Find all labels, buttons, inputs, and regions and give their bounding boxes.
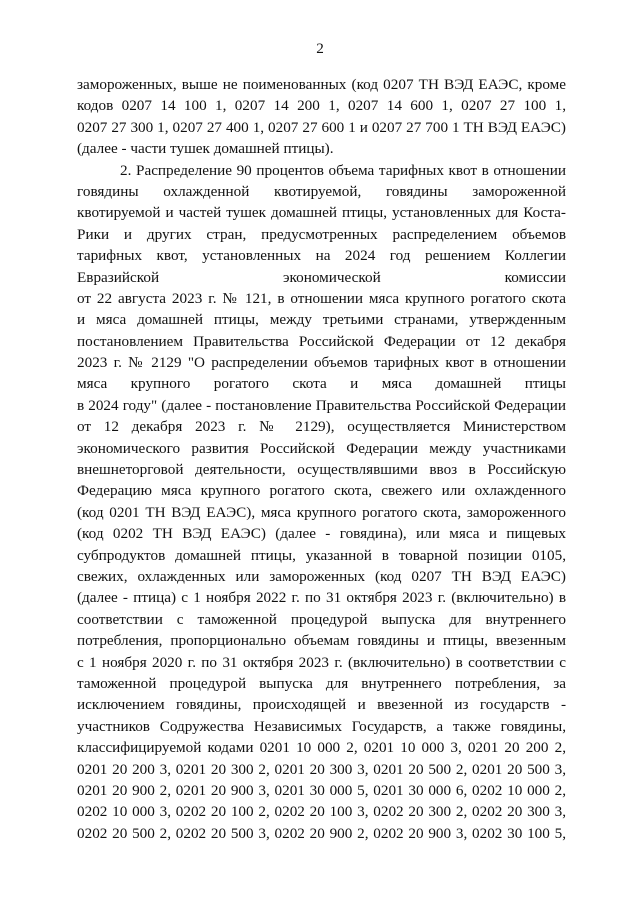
text-line: 0207 27 300 1, 0207 27 400 1, 0207 27 600 1 и 0207 27 700 1 ТН ВЭД ЕАЭС) (77, 118, 566, 136)
text-line: Рики и других стран, предусмотренных распределением объемов (77, 225, 566, 243)
text-line: (далее - птица) с 1 ноября 2022 г. по 31 октября 2023 г. (включительно) в (77, 589, 566, 607)
page-number: 2 (316, 40, 324, 57)
text-line: участников Содружества Независимых Государств, а также говядины, (77, 717, 566, 735)
text-line: 0202 10 000 3, 0202 20 100 2, 0202 20 100 3, 0202 20 300 2, 0202 20 300 3, (77, 803, 566, 821)
text-line: кодов 0207 14 100 1, 0207 14 200 1, 0207 14 600 1, 0207 27 100 1, (77, 97, 566, 115)
text-line: от 22 августа 2023 г. № 121, в отношении мяса крупного рогатого скота (77, 289, 566, 307)
text-line: экономического развития Российской Федерации между участниками (77, 439, 566, 457)
text-line: тарифных квот, установленных на 2024 год решением Коллегии (77, 247, 566, 265)
text-line: 0201 20 200 3, 0201 20 300 2, 0201 20 300 3, 0201 20 500 2, 0201 20 500 3, (77, 760, 566, 778)
text-line: мяса крупного рогатого скота и мяса домашней птицы (77, 375, 566, 393)
text-line: свежих, охлажденных или замороженных (код 0207 ТН ВЭД ЕАЭС) (77, 567, 566, 585)
text-line: (код 0201 ТН ВЭД ЕАЭС), мяса крупного рогатого скота, замороженного (77, 503, 566, 521)
text-line: квотируемой и частей тушек домашней птицы, установленных для Коста- (77, 204, 566, 222)
text-line: соответствии с таможенной процедурой выпуска для внутреннего (77, 610, 566, 628)
text-line: 0202 20 500 2, 0202 20 500 3, 0202 20 900 2, 0202 20 900 3, 0202 30 100 5, (77, 824, 566, 842)
paragraph-2-first-line: 2. Распределение 90 процентов объема тарифных квот в отношении (120, 161, 566, 179)
text-line: 2023 г. № 2129 "О распределении объемов тарифных квот в отношении (77, 354, 566, 372)
text-line: от 12 декабря 2023 г. № 2129), осуществляется Министерством (77, 418, 566, 436)
text-line: с 1 ноября 2020 г. по 31 октября 2023 г. (включительно) в соответствии с (77, 653, 566, 671)
text-line: таможенной процедурой выпуска для внутреннего потребления, за (77, 674, 566, 692)
text-line: и мяса домашней птицы, между третьими странами, утвержденным (77, 311, 566, 329)
text-line: Федерацию мяса крупного рогатого скота, свежего или охлажденного (77, 482, 566, 500)
text-line: исключением говядины, происходящей и ввезенной из государств - (77, 696, 566, 714)
text-line: классифицируемой кодами 0201 10 000 2, 0201 10 000 3, 0201 20 200 2, (77, 739, 566, 757)
text-line: внешнеторговой деятельности, осуществлявшими ввоз в Российскую (77, 461, 566, 479)
text-line: 0201 20 900 2, 0201 20 900 3, 0201 30 000 5, 0201 30 000 6, 0202 10 000 2, (77, 781, 566, 799)
text-line: говядины охлажденной квотируемой, говядины замороженной (77, 182, 566, 200)
text-line: (далее - части тушек домашней птицы). (77, 140, 334, 158)
text-line: замороженных, выше не поименованных (код 0207 ТН ВЭД ЕАЭС, кроме (77, 76, 566, 93)
text-line: потребления, пропорционально объемам говядины и птицы, ввезенным (77, 632, 566, 650)
text-line: постановлением Правительства Российской Федерации от 12 декабря (77, 332, 566, 350)
text-line: Евразийской экономической комиссии (77, 268, 566, 286)
text-line: (код 0202 ТН ВЭД ЕАЭС) (далее - говядина), или мяса и пищевых (77, 525, 566, 543)
text-line: в 2024 году" (далее - постановление Правительства Российской Федерации (77, 396, 566, 414)
text-line: субпродуктов домашней птицы, указанной в товарной позиции 0105, (77, 546, 566, 564)
document-body (77, 74, 566, 844)
